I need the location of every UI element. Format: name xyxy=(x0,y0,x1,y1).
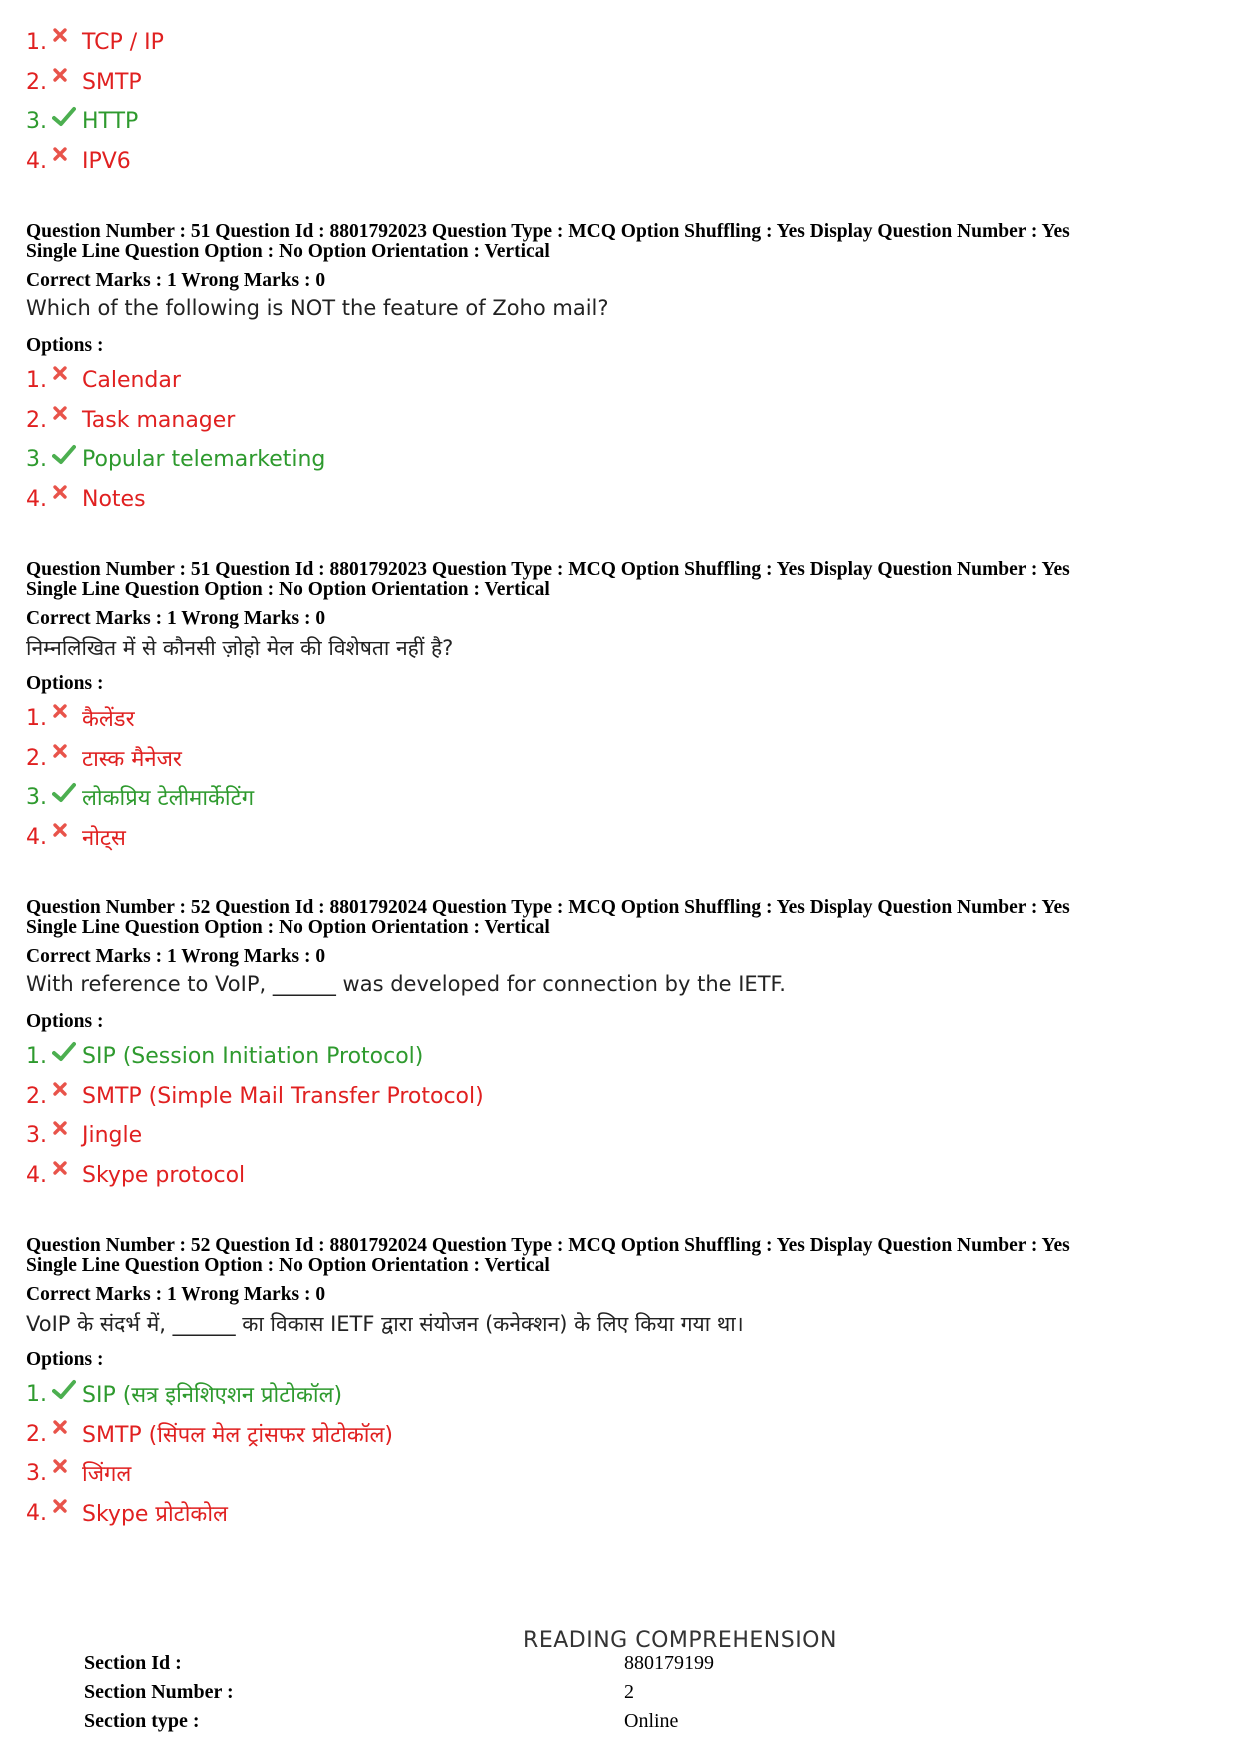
option-text: टास्क मैनेजर xyxy=(82,747,182,772)
cross-icon xyxy=(52,67,82,97)
option-text: IPV6 xyxy=(82,148,131,174)
option-row xyxy=(26,1496,228,1530)
option-number: 3. xyxy=(26,446,47,472)
question-text: With reference to VoIP, ______ was developed for connection by the IETF. xyxy=(26,972,786,996)
check-icon xyxy=(52,1041,82,1071)
section-row-label: Section Number : xyxy=(84,1681,234,1703)
question-meta: Question Number : 52 Question Id : 8801792024 Question Type : MCQ Option Shuffling : Yes Display Question Number : Yes xyxy=(26,1235,1070,1256)
section-row-value: 2 xyxy=(624,1681,634,1703)
cross-icon xyxy=(52,1160,82,1190)
cross-icon xyxy=(52,1081,82,1111)
option-number: 3. xyxy=(26,784,47,810)
section-row-value: 880179199 xyxy=(624,1652,714,1674)
option-number: 3. xyxy=(26,1122,47,1148)
option-row xyxy=(26,701,135,735)
option-text: Skype प्रोटोकोल xyxy=(82,1502,228,1527)
cross-icon xyxy=(52,27,82,57)
option-text: Jingle xyxy=(82,1122,143,1148)
cross-icon xyxy=(52,1458,82,1488)
option-row xyxy=(26,741,182,775)
option-text: SMTP xyxy=(82,69,142,95)
question-meta: Question Number : 51 Question Id : 8801792023 Question Type : MCQ Option Shuffling : Yes Display Question Number : Yes xyxy=(26,559,1070,580)
option-number: 1. xyxy=(26,1043,47,1069)
question-text: निम्नलिखित में से कौनसी ज़ोहो मेल की विशेषता नहीं है? xyxy=(26,636,454,660)
check-icon xyxy=(52,444,82,474)
option-row xyxy=(26,1377,342,1411)
section-row-label: Section type : xyxy=(84,1710,200,1732)
option-row xyxy=(26,403,235,437)
option-row xyxy=(26,1456,131,1490)
option-number: 2. xyxy=(26,745,47,771)
option-row xyxy=(26,780,254,814)
question-meta-line2: Single Line Question Option : No Option Orientation : Vertical xyxy=(26,917,550,938)
option-number: 1. xyxy=(26,1381,47,1407)
option-text: Skype protocol xyxy=(82,1162,246,1188)
question-text: Which of the following is NOT the feature of Zoho mail? xyxy=(26,296,609,320)
option-number: 3. xyxy=(26,108,47,134)
option-row xyxy=(26,363,181,397)
option-row xyxy=(26,104,138,138)
cross-icon xyxy=(52,1120,82,1150)
check-icon xyxy=(52,1379,82,1409)
option-number: 2. xyxy=(26,1083,47,1109)
section-row xyxy=(84,1710,679,1733)
option-text: SMTP (Simple Mail Transfer Protocol) xyxy=(82,1083,484,1109)
option-text: SIP (Session Initiation Protocol) xyxy=(82,1043,424,1069)
option-text: Calendar xyxy=(82,367,181,393)
option-row xyxy=(26,820,126,854)
option-text: SMTP (सिंपल मेल ट्रांसफर प्रोटोकॉल) xyxy=(82,1423,393,1448)
question-marks: Correct Marks : 1 Wrong Marks : 0 xyxy=(26,946,326,967)
option-text: जिंगल xyxy=(82,1462,132,1487)
option-row xyxy=(26,1158,245,1192)
cross-icon xyxy=(52,1419,82,1449)
section-title: READING COMPREHENSION xyxy=(523,1628,837,1653)
option-text: HTTP xyxy=(82,108,139,134)
option-number: 4. xyxy=(26,1500,47,1526)
option-number: 4. xyxy=(26,1162,47,1188)
section-row xyxy=(84,1652,714,1675)
section-row xyxy=(84,1681,634,1704)
question-meta: Question Number : 52 Question Id : 8801792024 Question Type : MCQ Option Shuffling : Yes Display Question Number : Yes xyxy=(26,897,1070,918)
options-label: Options : xyxy=(26,1349,104,1370)
option-text: Task manager xyxy=(82,407,236,433)
option-row xyxy=(26,1118,142,1152)
question-marks: Correct Marks : 1 Wrong Marks : 0 xyxy=(26,608,326,629)
option-text: Popular telemarketing xyxy=(82,446,326,472)
option-number: 2. xyxy=(26,407,47,433)
option-row xyxy=(26,1417,393,1451)
cross-icon xyxy=(52,703,82,733)
cross-icon xyxy=(52,743,82,773)
cross-icon xyxy=(52,146,82,176)
question-text: VoIP के संदर्भ में, ______ का विकास IETF द्वारा संयोजन (कनेक्शन) के लिए किया गया था। xyxy=(26,1312,744,1336)
question-meta-line2: Single Line Question Option : No Option Orientation : Vertical xyxy=(26,241,550,262)
option-row xyxy=(26,1079,484,1113)
option-row xyxy=(26,65,142,99)
option-row xyxy=(26,144,131,178)
option-number: 2. xyxy=(26,69,47,95)
check-icon xyxy=(52,782,82,812)
option-row xyxy=(26,25,164,59)
option-text: लोकप्रिय टेलीमार्केटिंग xyxy=(82,786,255,811)
cross-icon xyxy=(52,822,82,852)
option-row xyxy=(26,482,146,516)
option-row xyxy=(26,442,325,476)
option-number: 3. xyxy=(26,1460,47,1486)
option-text: कैलेंडर xyxy=(82,707,135,732)
section-row-label: Section Id : xyxy=(84,1652,182,1674)
option-text: नोट्स xyxy=(82,826,126,851)
question-meta-line2: Single Line Question Option : No Option Orientation : Vertical xyxy=(26,1255,550,1276)
option-number: 4. xyxy=(26,824,47,850)
option-row xyxy=(26,1039,423,1073)
cross-icon xyxy=(52,365,82,395)
cross-icon xyxy=(52,484,82,514)
cross-icon xyxy=(52,405,82,435)
option-text: Notes xyxy=(82,486,146,512)
section-row-value: Online xyxy=(624,1710,679,1732)
question-marks: Correct Marks : 1 Wrong Marks : 0 xyxy=(26,270,326,291)
option-text: SIP (सत्र इनिशिएशन प्रोटोकॉल) xyxy=(82,1383,343,1408)
options-label: Options : xyxy=(26,673,104,694)
options-label: Options : xyxy=(26,335,104,356)
option-number: 4. xyxy=(26,486,47,512)
options-label: Options : xyxy=(26,1011,104,1032)
question-meta: Question Number : 51 Question Id : 8801792023 Question Type : MCQ Option Shuffling : Yes Display Question Number : Yes xyxy=(26,221,1070,242)
option-number: 2. xyxy=(26,1421,47,1447)
question-meta-line2: Single Line Question Option : No Option Orientation : Vertical xyxy=(26,579,550,600)
option-number: 4. xyxy=(26,148,47,174)
check-icon xyxy=(52,106,82,136)
option-number: 1. xyxy=(26,367,47,393)
question-marks: Correct Marks : 1 Wrong Marks : 0 xyxy=(26,1284,326,1305)
cross-icon xyxy=(52,1498,82,1528)
option-text: TCP / IP xyxy=(82,29,164,55)
option-number: 1. xyxy=(26,29,47,55)
option-number: 1. xyxy=(26,705,47,731)
